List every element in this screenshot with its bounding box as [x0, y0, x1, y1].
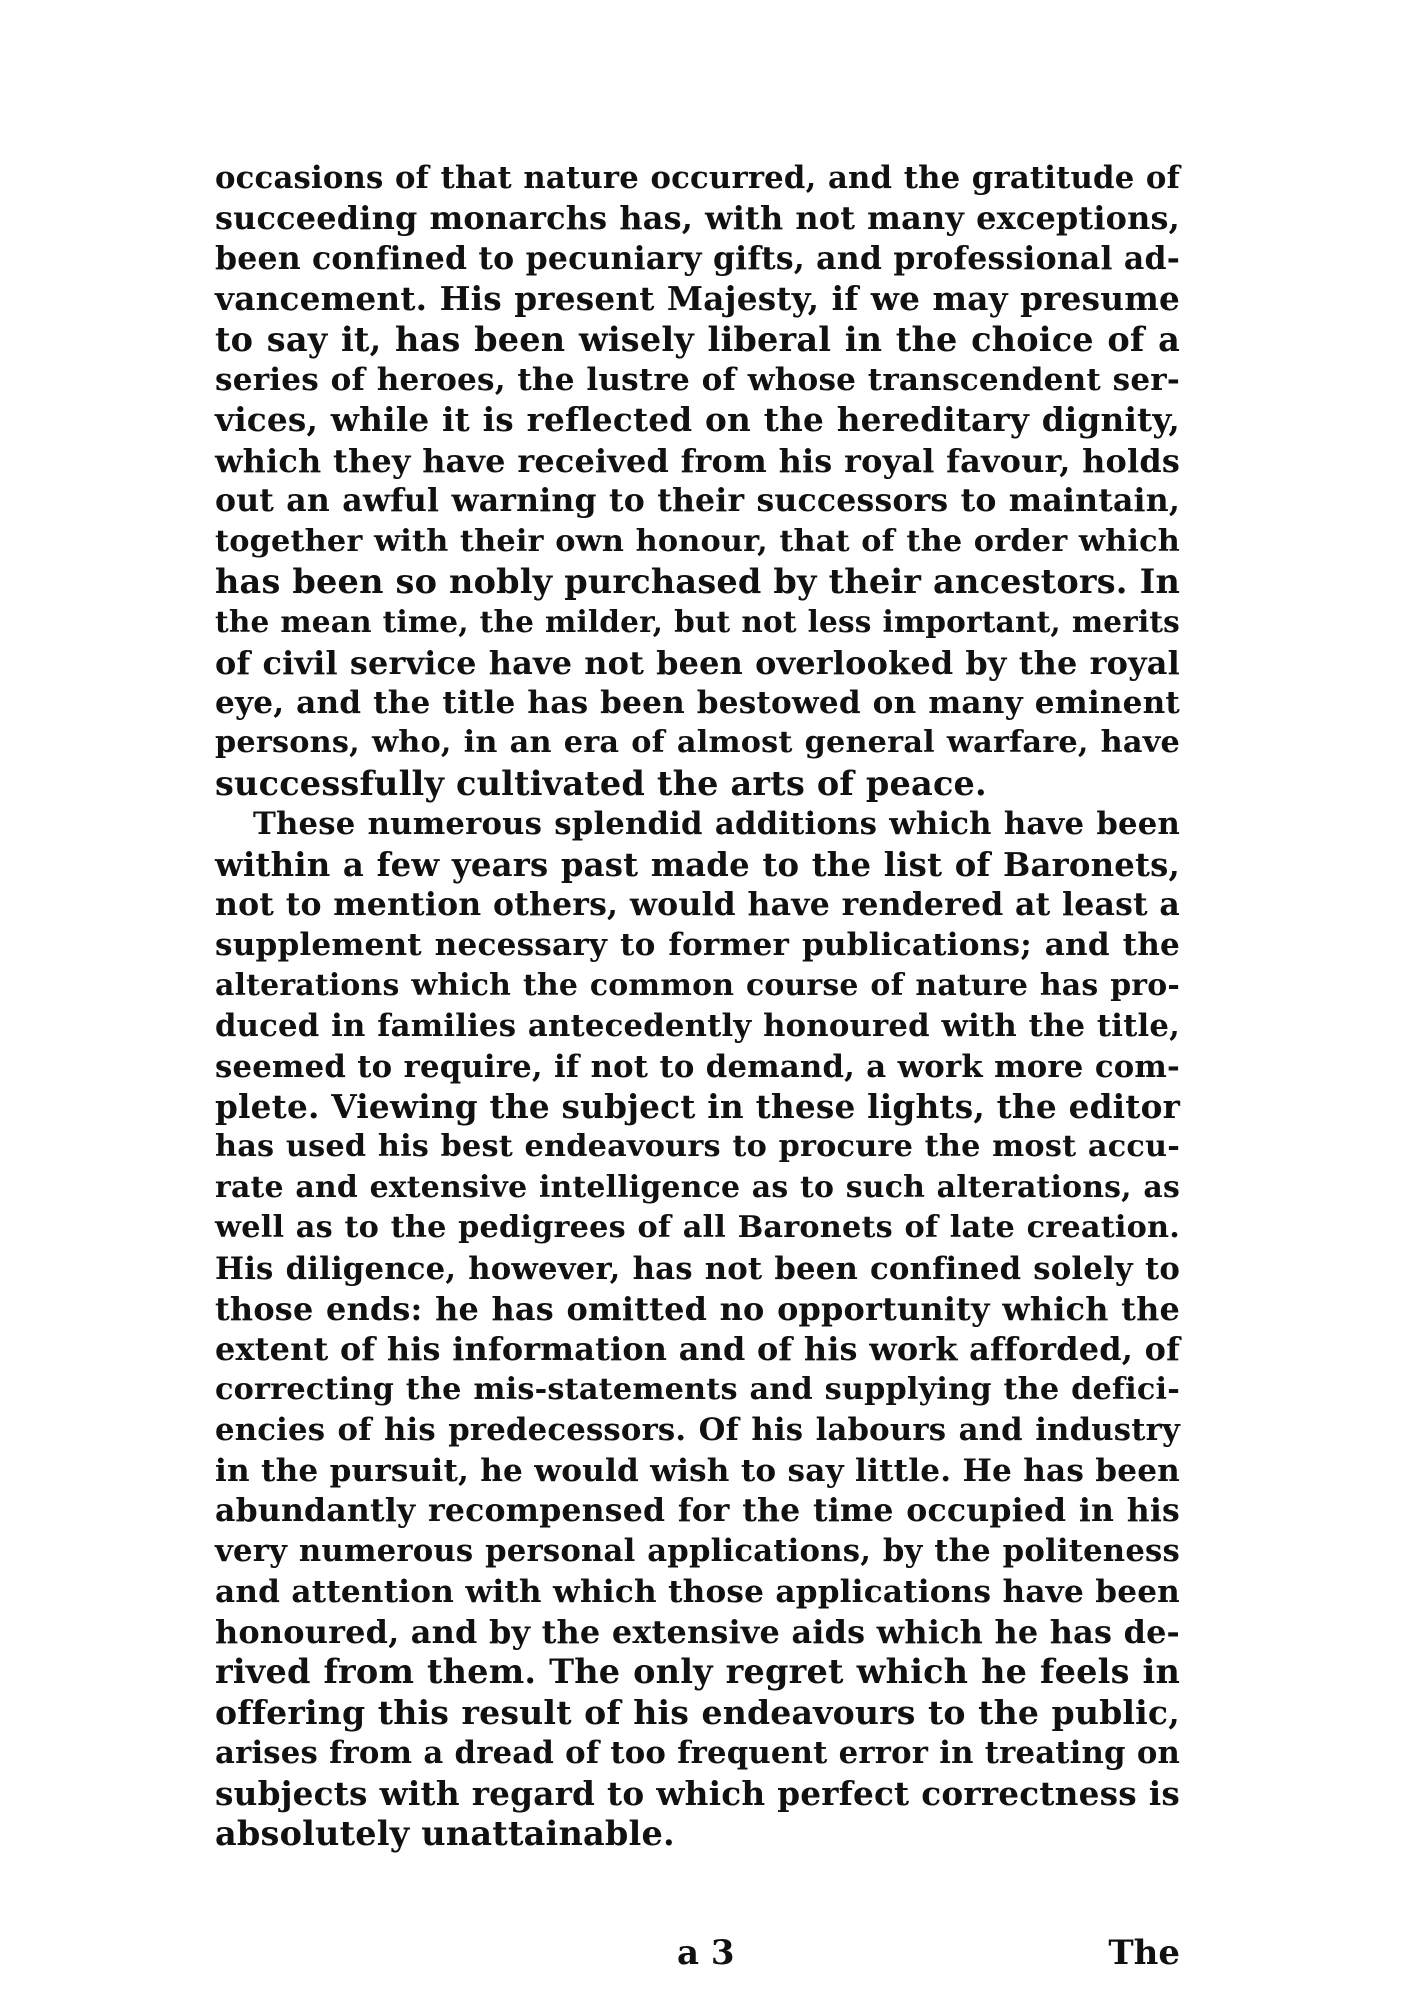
text-line: well as to the pedigrees of all Baronets of late creation. [215, 1210, 1180, 1246]
text-line: has used his best endeavours to procure the most accu- [215, 1129, 1180, 1165]
text-line: rived from them. The only regret which he feels in [215, 1652, 1180, 1692]
text-line: plete. Viewing the subject in these lights, the editor [215, 1086, 1180, 1126]
signature-mark: a 3 [677, 1933, 735, 1973]
paragraph [215, 804, 1180, 1854]
text-line: arises from a dread of too frequent error in treating on [215, 1735, 1180, 1772]
text-line: succeeding monarchs has, with not many exceptions, [215, 199, 1180, 238]
page-footer [215, 1933, 1180, 1977]
body-text [215, 158, 1180, 1854]
text-line: out an awful warning to their successors to maintain, [215, 482, 1180, 520]
text-line: seemed to require, if not to demand, a work more com- [215, 1048, 1180, 1085]
text-line: correcting the mis-statements and supplying the defici- [215, 1371, 1180, 1407]
text-line: duced in families antecedently honoured with the title, [215, 1008, 1180, 1045]
text-line: those ends: he has omitted no opportunity which the [215, 1289, 1180, 1328]
text-line: abundantly recompensed for the time occupied in his [215, 1491, 1180, 1529]
text-line: vancement. His present Majesty, if we may presume [215, 279, 1180, 319]
text-line: in the pursuit, he would wish to say little. He has been [215, 1452, 1180, 1489]
text-line: to say it, has been wisely liberal in the choice of a [215, 319, 1180, 359]
text-line: honoured, and by the extensive aids which he has de- [215, 1613, 1180, 1652]
text-line: His diligence, however, has not been confined solely to [215, 1250, 1180, 1287]
text-line: subjects with regard to which perfect correctness is [215, 1773, 1180, 1813]
text-line: These numerous splendid additions which have been [253, 806, 1180, 843]
text-line: eye, and the title has been bestowed on many eminent [215, 685, 1180, 722]
text-line: successfully cultivated the arts of peace. [215, 763, 987, 803]
paragraph [215, 158, 1180, 804]
text-line: within a few years past made to the list of Baronets, [215, 845, 1180, 884]
text-line: extent of his information and of his work afforded, of [215, 1330, 1180, 1369]
text-line: been confined to pecuniary gifts, and professional ad- [215, 239, 1180, 277]
text-line: the mean time, the milder, but not less important, merits [215, 604, 1180, 640]
text-line: series of heroes, the lustre of whose transcendent ser- [215, 361, 1180, 398]
text-line: has been so nobly purchased by their ancestors. In [215, 561, 1180, 601]
text-line: occasions of that nature occurred, and the gratitude of [215, 160, 1180, 196]
text-line: very numerous personal applications, by the politeness [215, 1533, 1180, 1570]
catchword: The [1108, 1933, 1180, 1973]
text-line: alterations which the common course of nature has pro- [215, 967, 1180, 1003]
text-line: offering this result of his endeavours to the public, [215, 1692, 1180, 1732]
text-line: not to mention others, would have rendered at least a [215, 886, 1180, 924]
text-line: persons, who, in an era of almost general warfare, have [215, 725, 1180, 761]
text-line: rate and extensive intelligence as to such alterations, as [215, 1169, 1180, 1205]
text-line: of civil service have not been overlooked by the royal [215, 643, 1180, 682]
text-line: vices, while it is reflected on the hereditary dignity, [215, 400, 1180, 440]
text-line: and attention with which those applications have been [215, 1573, 1180, 1610]
text-line: which they have received from his royal favour, holds [215, 441, 1180, 480]
text-line: supplement necessary to former publications; and the [215, 927, 1180, 964]
text-line: together with their own honour, that of the order which [215, 523, 1180, 559]
text-line: encies of his predecessors. Of his labours and industry [215, 1412, 1180, 1449]
text-line: absolutely unattainable. [215, 1814, 675, 1854]
